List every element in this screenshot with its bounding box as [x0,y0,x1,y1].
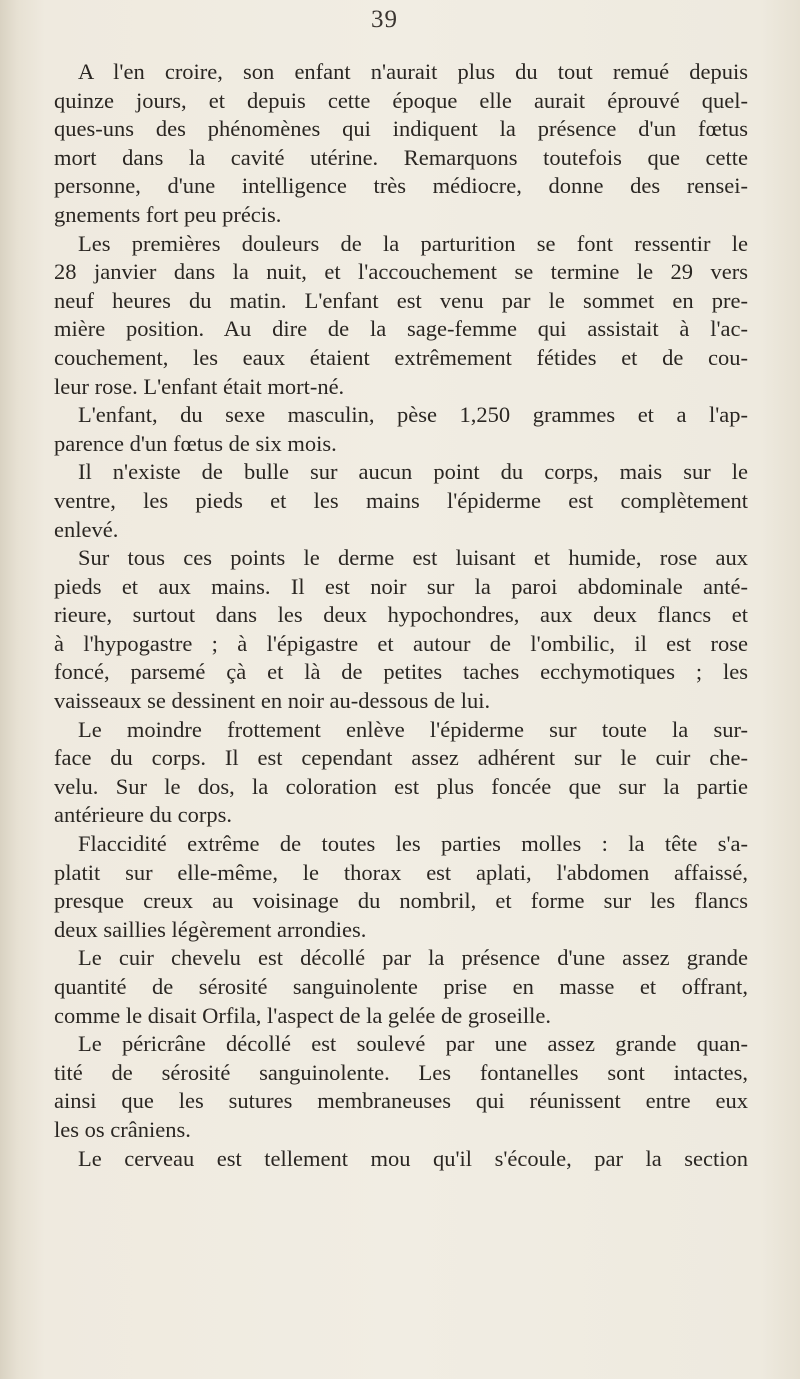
text-line: deux saillies légèrement arrondies. [54,916,367,942]
text-line: mière position. Au dire de la sage-femme qui assistait à l'ac- [54,316,748,342]
page-number: 39 [371,6,398,33]
text-line: ainsi que les sutures membraneuses qui réunissent entre eux [54,1088,748,1114]
text-line: rieure, surtout dans les deux hypochondres, aux deux flancs et [54,602,748,628]
text-line: vaisseaux se dessinent en noir au-dessous de lui. [54,688,491,714]
text-line: Le cuir chevelu est décollé par la présence d'une assez grande [78,945,748,971]
text-line: ques-uns des phénomènes qui indiquent la présence d'un fœtus [54,116,748,142]
text-line: tité de sérosité sanguinolente. Les fontanelles sont intactes, [54,1059,748,1085]
text-line: pieds et aux mains. Il est noir sur la paroi abdominale anté- [54,573,748,599]
body-text [54,58,748,1173]
text-line: Le moindre frottement enlève l'épiderme sur toute la sur- [78,716,748,742]
text-line: neuf heures du matin. L'enfant est venu par le sommet en pre- [54,287,748,313]
text-line: à l'hypogastre ; à l'épigastre et autour de l'ombilic, il est rose [54,630,748,656]
text-line: ventre, les pieds et les mains l'épiderme est complètement [54,487,748,513]
text-line: A l'en croire, son enfant n'aurait plus du tout remué depuis [78,59,748,84]
text-line: antérieure du corps. [54,802,233,828]
text-line: quantité de sérosité sanguinolente prise en masse et offrant, [54,974,748,999]
text-line: mort dans la cavité utérine. Remarquons toutefois que cette [54,144,748,170]
text-line: Le péricrâne décollé est soulevé par une assez grande quan- [78,1031,748,1057]
text-line: quinze jours, et depuis cette époque elle aurait éprouvé quel- [54,87,748,113]
text-line: Flaccidité extrême de toutes les parties molles : la tête s'a- [78,831,748,857]
text-line: comme le disait Orfila, l'aspect de la gelée de groseille. [54,1002,551,1028]
text-line: 28 janvier dans la nuit, et l'accouchement se termine le 29 vers [54,259,748,285]
text-line: Le cerveau est tellement mou qu'il s'écoule, par la section [78,1145,748,1171]
text-line: personne, d'une intelligence très médiocre, donne des rensei- [54,173,748,199]
text-line: Il n'existe de bulle sur aucun point du corps, mais sur le [78,459,748,485]
text-line: presque creux au voisinage du nombril, et forme sur les flancs [54,888,748,914]
text-line: L'enfant, du sexe masculin, pèse 1,250 grammes et a l'ap- [78,402,748,428]
text-line: enlevé. [54,516,119,542]
text-line: leur rose. L'enfant était mort-né. [54,373,345,399]
text-line: Sur tous ces points le derme est luisant et humide, rose aux [78,545,748,571]
text-line: couchement, les eaux étaient extrêmement fétides et de cou- [54,344,748,370]
text-line: Les premières douleurs de la parturition se font ressentir le [78,230,748,256]
text-line: platit sur elle-même, le thorax est aplati, l'abdomen affaissé, [54,859,748,885]
text-line: face du corps. Il est cependant assez adhérent sur le cuir che- [54,745,748,771]
text-line: velu. Sur le dos, la coloration est plus foncée que sur la partie [54,773,748,799]
text-line: les os crâniens. [54,1116,191,1142]
text-line: gnements fort peu précis. [54,201,282,227]
text-line: parence d'un fœtus de six mois. [54,430,337,456]
text-line: foncé, parsemé çà et là de petites taches ecchymotiques ; les [54,659,748,685]
